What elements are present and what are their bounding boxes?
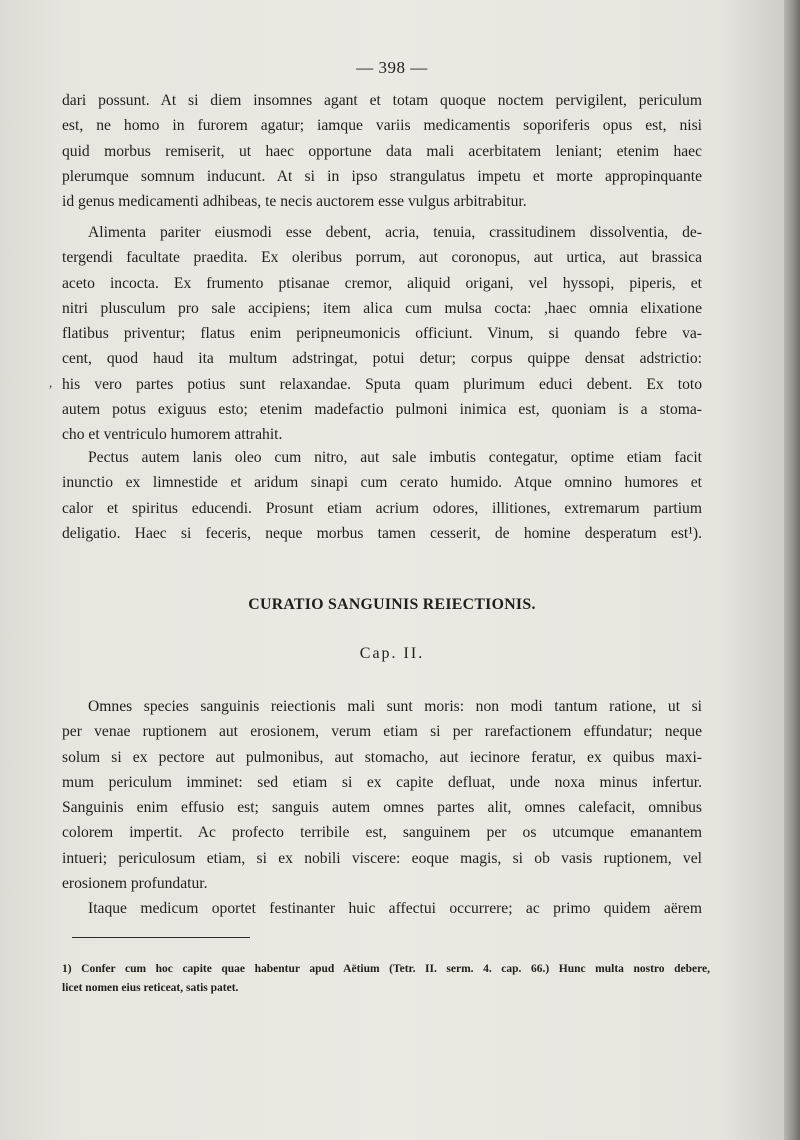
text-line: cent, quod haud ita multum adstringat, potui detur; corpus quippe densat adstrictio: [62,350,702,368]
text-line: colorem impertit. Ac profecto terribile est, sanguinem per os utcumque emanantem [62,824,702,842]
paragraph-2 [62,220,702,448]
paragraph-5 [62,896,702,921]
text-line: nitri plusculum pro sale accipiens; item alica cum mulsa cocta: ,haec omnia elixatione [62,299,702,317]
text-line: tergendi facultate praedita. Ex oleribus porrum, aut coronopus, aut urtica, aut brassica [62,249,702,267]
page-edge-shadow [784,0,800,1140]
text-line: quid morbus remiserit, ut haec opportune data mali acerbitatem leniant; etenim haec [62,142,702,160]
text-line: Sanguinis enim effusio est; sanguis autem omnes partes alit, omnes calefacit, omnibus [62,799,702,817]
footnote-line: licet nomen eius reticeat, satis patet. [62,982,239,994]
text-line: solum si ex pectore aut pulmonibus, aut stomacho, aut iecinore feratur, ex quibus maxi- [62,748,702,766]
text-line: inunctio ex limnestide et aridum sinapi cum cerato humido. Atque omnino humores et [62,474,702,492]
section-title: CURATIO SANGUINIS REIECTIONIS. [248,596,536,613]
text-line: dari possunt. At si diem insomnes agant et totam quoque noctem pervigilent, periculum [62,92,702,109]
text-line: Pectus autem lanis oleo cum nitro, aut sale imbutis contegatur, optime etiam facit [88,449,702,466]
text-line: cho et ventriculo humorem attrahit. [62,426,283,444]
text-line: per venae ruptionem aut erosionem, verum etiam si per rarefactionem effundatur; neque [62,723,702,741]
footnote-line: 1) Confer cum hoc capite quae habentur apud Aëtium (Tetr. II. serm. 4. cap. 66.) Hunc multa nostro debere, [62,963,710,975]
chapter-heading: Cap. II. [359,645,425,662]
text-line: Alimenta pariter eiusmodi esse debent, acria, tenuia, crassitudinem dissolventia, de- [88,224,702,241]
page-number: — 398 — [356,58,428,77]
text-line: deligatio. Haec si feceris, neque morbus tamen cesserit, de homine desperatum est¹). [62,524,702,542]
text-line: plerumque somnum inducunt. At si in ipso strangulatus impetu et morte appropinquante [62,167,702,185]
text-line: intueri; periculosum etiam, si ex nobili viscere: eoque magis, si ob vasis ruptionem, vel [62,849,702,867]
text-line: Omnes species sanguinis reiectionis mali sunt moris: non modi tantum ratione, ut si [88,698,702,715]
text-line: calor et spiritus educendi. Prosunt etiam acrium odores, illitiones, extremarum partium [62,499,702,517]
text-line: est, ne homo in furorem agatur; iamque variis medicamentis soporiferis opus est, nisi [62,117,702,135]
text-line: erosionem profundatur. [62,875,208,893]
margin-mark: , [49,375,53,390]
footnote-divider [72,937,250,938]
paragraph-1 [62,88,702,214]
paragraph-4 [62,694,702,896]
text-line: flatibus priventur; flatus enim peripneumonicis officiunt. Vinum, si quando febre va- [62,325,702,343]
text-line: id genus medicamenti adhibeas, te necis auctorem esse vulgus arbitrabitur. [62,193,527,211]
text-line: his vero partes potius sunt relaxandae. Sputa quam plurimum educi debent. Ex toto [62,375,702,393]
text-line: mum periculum imminet: sed etiam si ex capite defluat, unde noxa minus infertur. [62,773,702,791]
text-line: Itaque medicum oportet festinanter huic affectui occurrere; ac primo quidem aërem [88,900,702,917]
footnote [62,960,710,998]
text-line: aceto incocta. Ex frumento ptisanae cremor, aliquid origani, vel hyssopi, piperis, et [62,274,702,292]
text-line: autem potus exiguus esto; etenim madefactio pulmoni inimica est, quoniam is a stoma- [62,401,702,419]
paragraph-3 [62,445,702,546]
